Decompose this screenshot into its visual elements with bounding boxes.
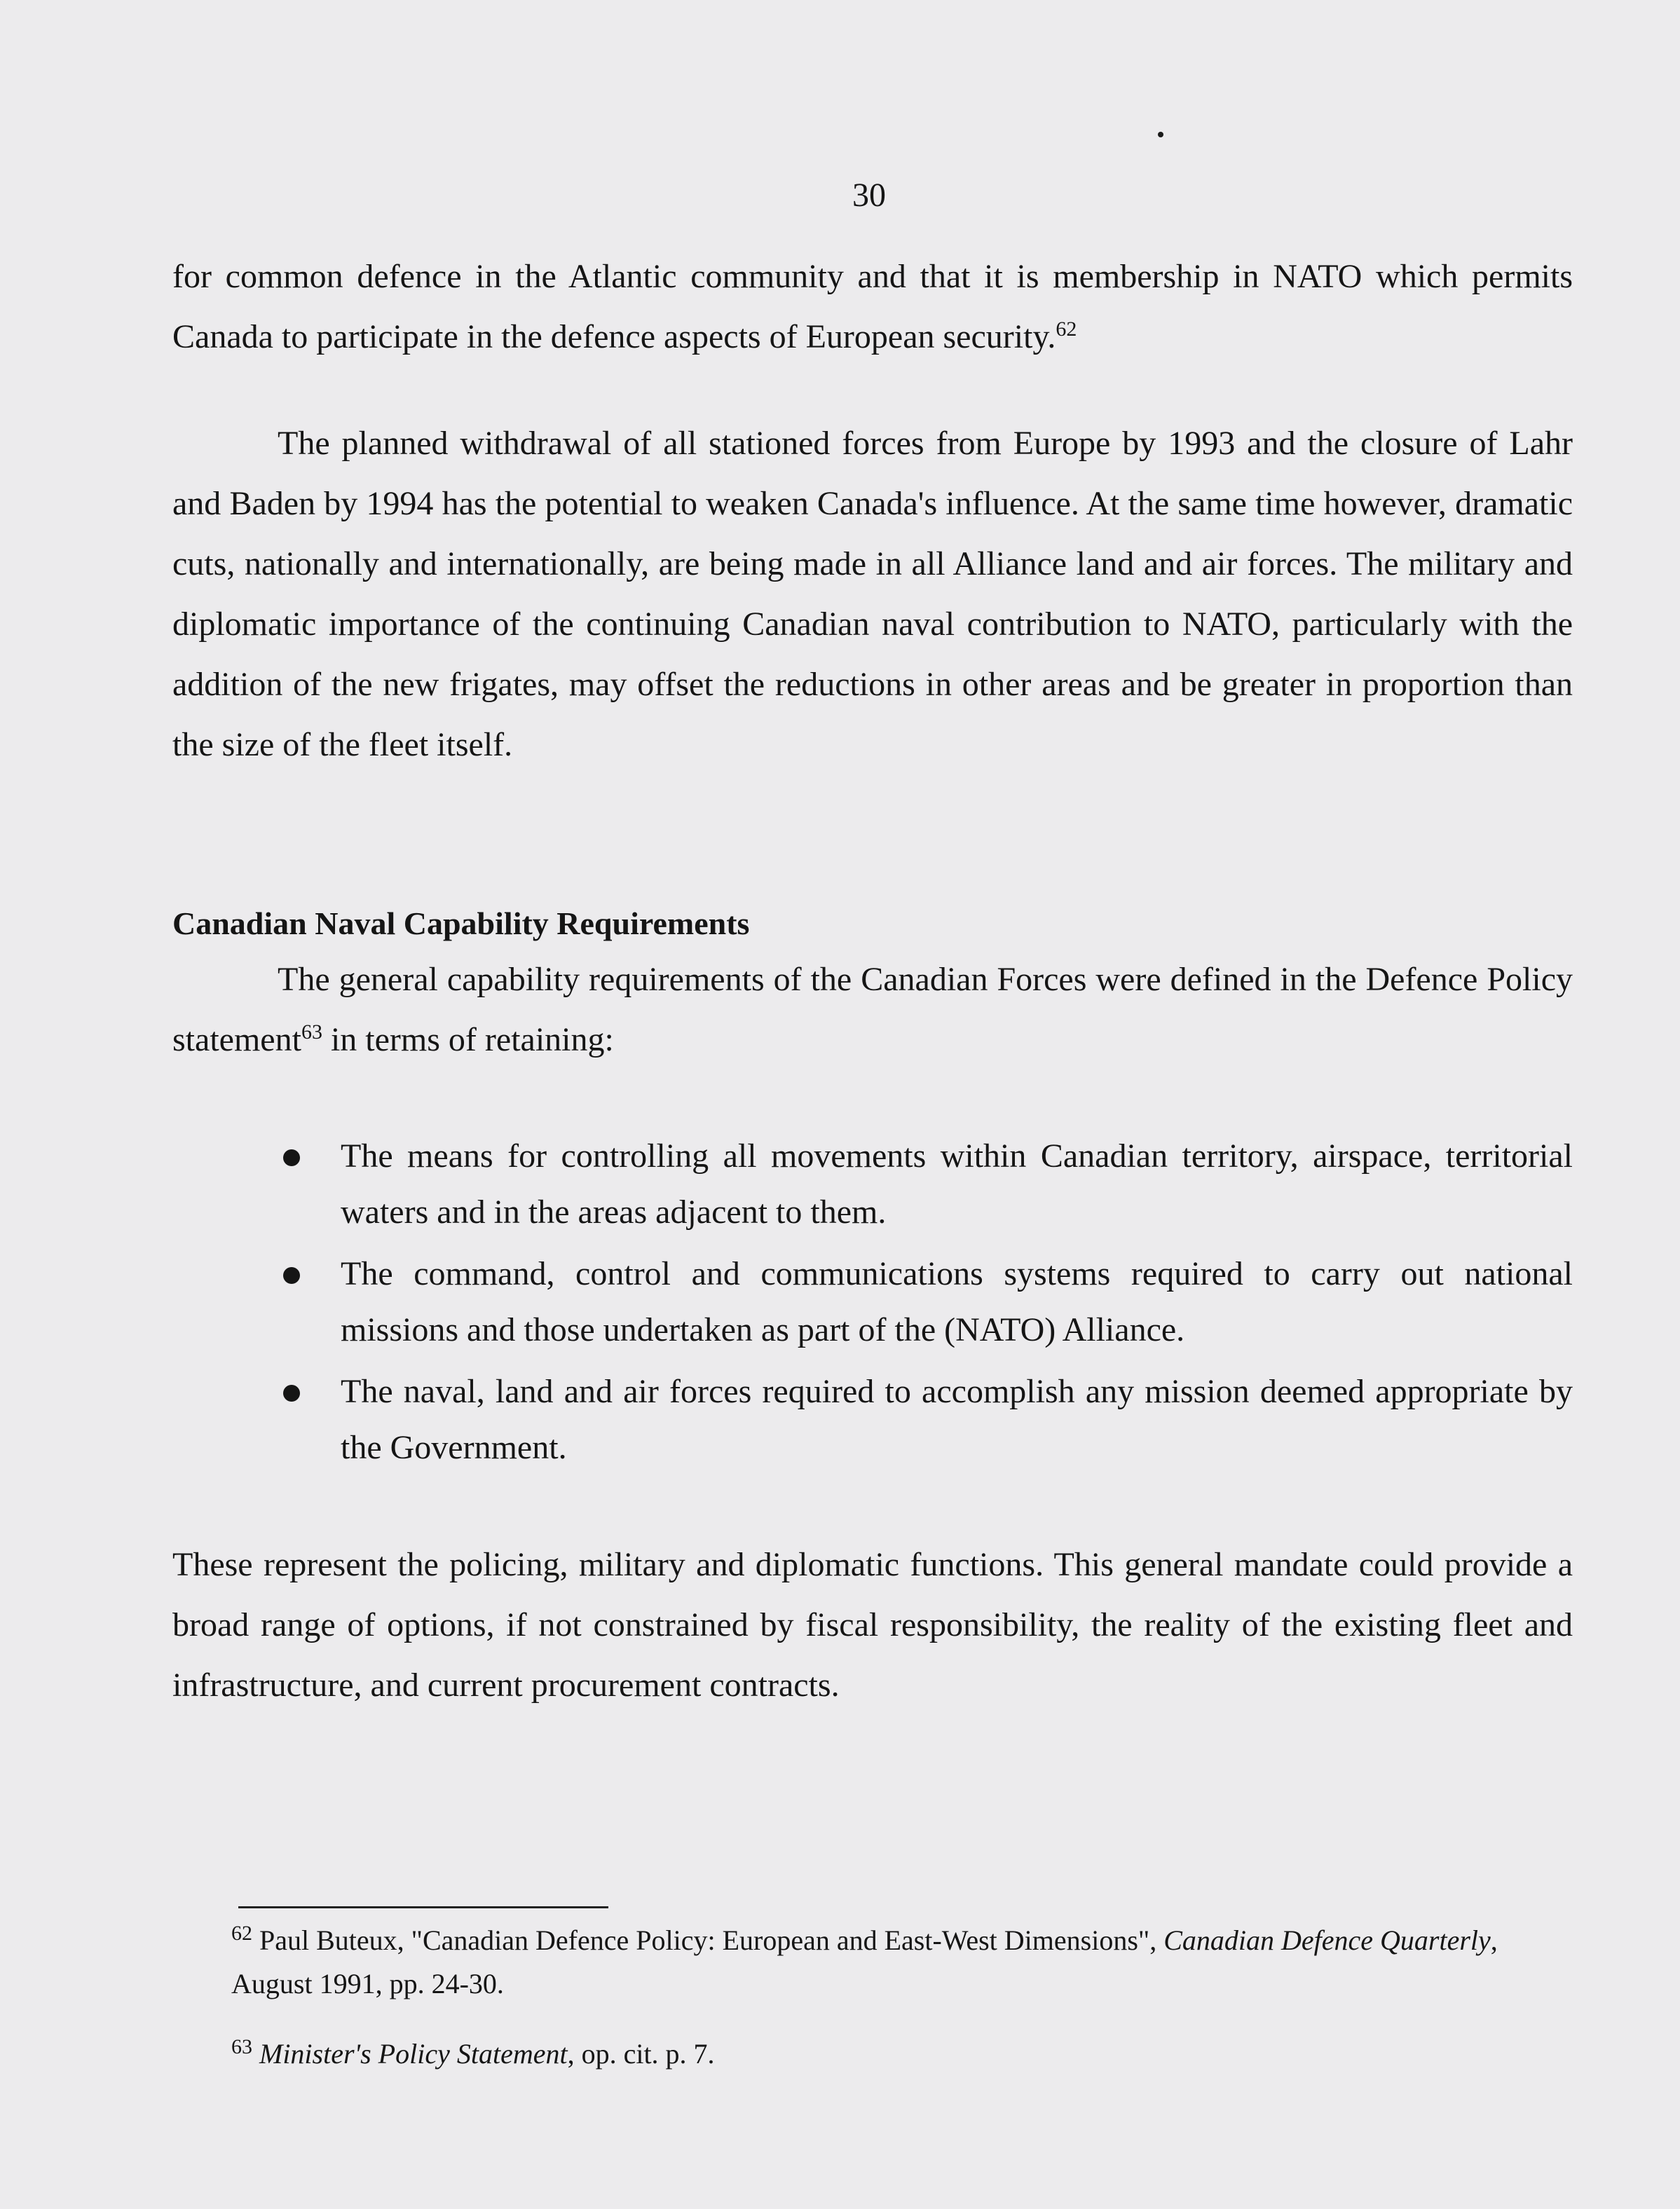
paragraph-text: in terms of retaining: — [322, 1021, 614, 1058]
footnote-ref[interactable]: 62 — [1056, 317, 1077, 341]
list-item-text: The naval, land and air forces required to accomplish any mission deemed appropriate by the Government. — [341, 1373, 1573, 1466]
paragraph-withdrawal: The planned withdrawal of all stationed forces from Europe by 1993 and the closure of Lahr and Baden by 1994 has the potential to weaken Canada's influence. At the same time however, dramatic cuts, nationally and internationally, are being made in all Alliance land and air forces. The military and diplomatic importance of the continuing Canadian naval contribution to NATO, particularly with the addition of the new frigates, may offset the reductions in other areas and be greater in proportion than the size of the fleet itself. — [172, 425, 1573, 763]
paragraph-text: for common defence in the Atlantic community and that it is membership in NATO which permits Canada to participate in the defence aspects of European security. — [172, 258, 1573, 355]
footnote-divider — [238, 1906, 608, 1908]
bullet-icon — [283, 1385, 300, 1402]
bullet-icon — [283, 1267, 300, 1284]
footnote-source-title: Canadian Defence Quarterly — [1163, 1924, 1491, 1956]
list-item-text: The command, control and communications systems required to carry out national missions and those undertaken as part of the (NATO) Alliance. — [341, 1255, 1573, 1348]
list-item — [172, 1128, 1573, 1240]
stray-mark — [1158, 132, 1163, 137]
footnote-text: , op. cit. p. 7. — [567, 2038, 715, 2070]
page-number: 30 — [852, 177, 886, 214]
paragraph-continuation — [172, 247, 1573, 367]
list-item — [172, 1364, 1573, 1476]
list-item-text: The means for controlling all movements within Canadian territory, airspace, territorial waters and in the areas adjacent to them. — [341, 1137, 1573, 1231]
paragraph-capability — [172, 950, 1573, 1070]
requirements-list — [172, 1128, 1573, 1482]
footnote-ref[interactable]: 63 — [301, 1020, 322, 1044]
paragraph-functions: These represent the policing, military and diplomatic functions. This general mandate could provide a broad range of options, if not constrained by fiscal responsibility, the reality of the existing fleet and infrastructure, and current procurement contracts. — [172, 1546, 1573, 1704]
footnote-source-title: Minister's Policy Statement — [259, 2038, 568, 2070]
footnote-text: , August 1991, pp. 24-30. — [231, 1924, 1498, 1999]
list-item — [172, 1246, 1573, 1358]
footnote-62 — [231, 1919, 1535, 2006]
paragraph-text: The general capability requirements of the Canadian Forces were defined in the Defence Policy statement — [172, 961, 1573, 1058]
footnote-63 — [231, 2032, 1535, 2076]
footnote-text: Paul Buteux, "Canadian Defence Policy: European and East-West Dimensions", — [259, 1924, 1164, 1956]
section-heading: Canadian Naval Capability Requirements — [172, 905, 750, 941]
footnote-number: 63 — [231, 2034, 252, 2058]
bullet-icon — [283, 1149, 300, 1166]
footnote-number: 62 — [231, 1921, 252, 1945]
